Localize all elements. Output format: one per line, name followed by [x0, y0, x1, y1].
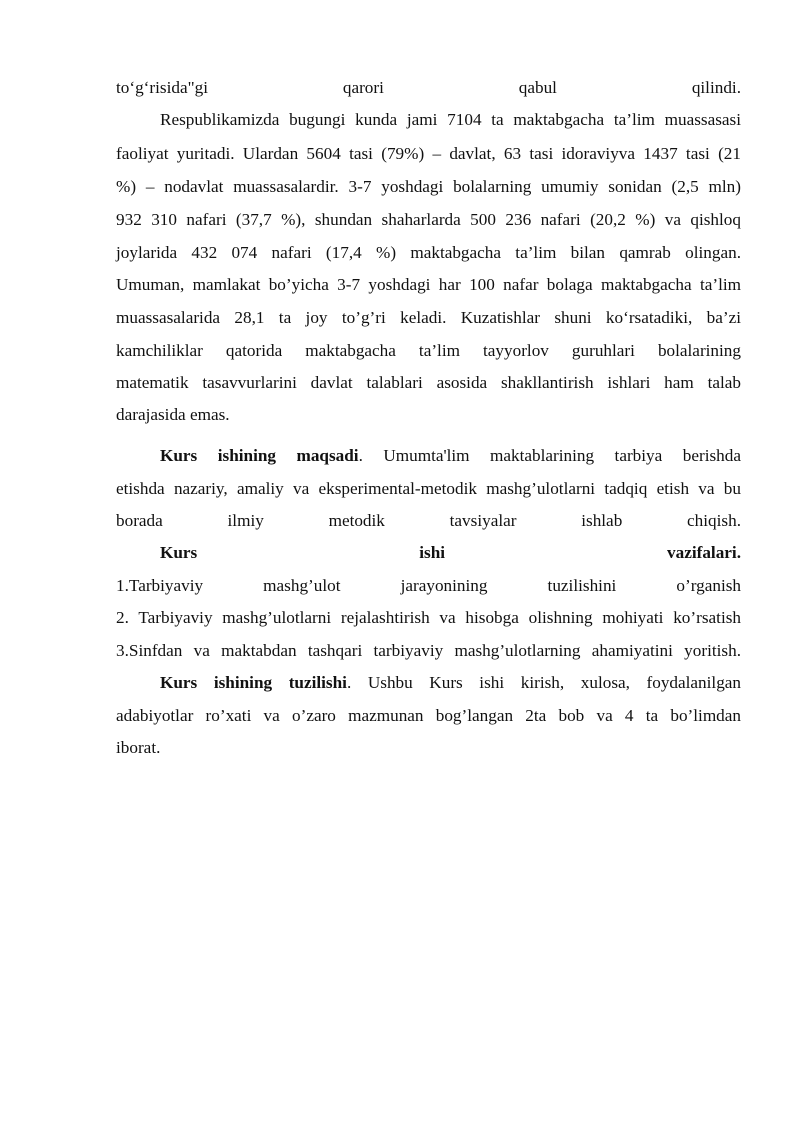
text-line: joylarida 432 074 nafari (17,4 %) maktabgacha ta’lim bilan qamrab olingan.: [116, 243, 741, 262]
text-line: adabiyotlar ro’xati va o’zaro mazmunan bog’langan 2ta bob va 4 ta bo’limdan: [116, 706, 741, 725]
list-item: 1.Tarbiyaviy mashg’ulot jarayonining tuzilishini o’rganish: [116, 576, 741, 595]
text-line: %) – nodavlat muassasalardir. 3-7 yoshdagi bolalarning umumiy sonidan (2,5 mln): [116, 177, 741, 196]
maqsad-line: [160, 440, 741, 472]
text-line: etishda nazariy, amaliy va eksperimental-metodik mashg’ulotlarni tadqiq etish va bu: [116, 479, 741, 498]
section-heading: Kurs ishining maqsadi: [160, 446, 359, 465]
section-heading: [160, 537, 741, 569]
list-item: 2. Tarbiyaviy mashg’ulotlarni rejalashtirish va hisobga olishning mohiyati ko’rsatish: [116, 608, 741, 627]
section-heading: Kurs ishining tuzilishi: [160, 673, 347, 692]
text-line: kamchiliklar qatorida maktabgacha ta’lim tayyorlov guruhlari bolalarining: [116, 341, 741, 360]
text-line: faoliyat yuritadi. Ulardan 5604 tasi (79%) – davlat, 63 tasi idoraviyva 1437 tasi (21: [116, 144, 741, 163]
tuzilishi-line: [160, 667, 741, 699]
vazifalar-heading: Kurs ishi vazifalari.: [160, 543, 741, 562]
text-span: . Umumta'lim maktablarining tarbiya berishda: [358, 446, 741, 465]
list-item: 3.Sinfdan va maktabdan tashqari tarbiyaviy mashg’ulotlarning ahamiyatini yoritish.: [116, 641, 741, 660]
text-line: darajasida emas.: [116, 405, 230, 424]
text-line: Respublikamizda bugungi kunda jami 7104 ta maktabgacha ta’lim muassasasi: [160, 110, 741, 129]
text-span: . Ushbu Kurs ishi kirish, xulosa, foydalanilgan: [346, 673, 742, 692]
text-line: Umuman, mamlakat bo’yicha 3-7 yoshdagi har 100 nafar bolaga maktabgacha ta’lim: [116, 275, 741, 294]
text-line: iborat.: [116, 738, 161, 757]
text-line: muassasalarida 28,1 ta joy to’g’ri keladi. Kuzatishlar shuni ko‘rsatadiki, ba’zi: [116, 308, 741, 327]
text-line: matematik tasavvurlarini davlat talablari asosida shakllantirish ishlari ham talab: [116, 373, 741, 392]
text-line: borada ilmiy metodik tavsiyalar ishlab chiqish.: [116, 511, 741, 530]
text-line: 932 310 nafari (37,7 %), shundan shaharlarda 500 236 nafari (20,2 %) va qishloq: [116, 210, 741, 229]
text-line: to‘g‘risida"gi qarori qabul qilindi.: [116, 78, 741, 97]
